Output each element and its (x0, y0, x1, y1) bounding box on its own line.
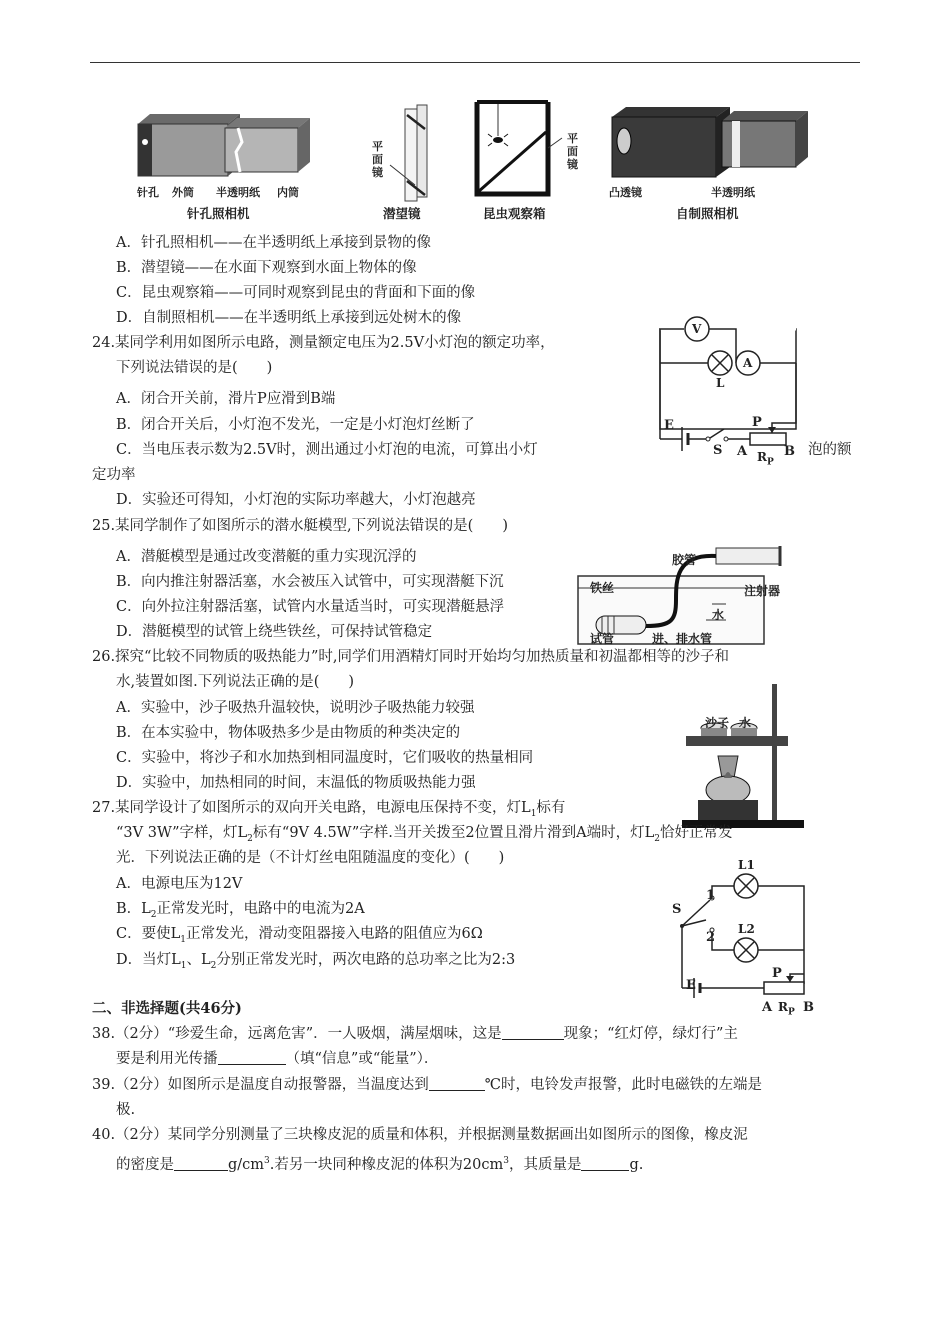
q25-pipe-label: 进、排水管 (652, 632, 713, 646)
q24-option-d: D．实验还可得知，小灯泡的实际功率越大，小灯泡越亮 (116, 492, 476, 508)
pinhole-label-outer: 外筒 (172, 186, 194, 199)
q23-option-a: A．针孔照相机——在半透明纸上承接到景物的像 (116, 235, 431, 251)
q23-option-b: B．潜望镜——在水面下观察到水面上物体的像 (116, 260, 417, 276)
q27-rheostat-label: $R_P$ (778, 1000, 795, 1018)
q25-water-label: 水 (712, 608, 725, 622)
q25-option-c: C．向外拉注射器活塞，试管内水量适当时，可实现潜艇悬浮 (116, 599, 505, 615)
q25-option-d: D．潜艇模型的试管上绕些铁丝，可保持试管稳定 (116, 624, 433, 640)
q25-hose-label: 胶管 (672, 553, 697, 567)
q26-water-label: 水 (739, 716, 752, 730)
q40-line2: 的密度是 $g/cm^3$.若另一块同种橡皮泥的体积为$20cm^3$，其质量是 g. (116, 1156, 644, 1173)
q26-option-a: A．实验中，沙子吸热升温较快，说明沙子吸热能力较强 (116, 700, 475, 716)
q24-end-a-label: A (737, 444, 748, 459)
q27-stem-line2: “3V 3W”字样，灯$L_2$标有“9V 4.5W”字样.当开关拨至2位置且滑片滑到A端时，灯$L_2$恰好正常发 (116, 825, 733, 844)
periscope-figure (385, 105, 445, 205)
pinhole-camera-figure (130, 108, 330, 188)
q26-option-c: C．实验中，将沙子和水加热到相同温度时，它们吸收的热量相同 (116, 750, 534, 766)
q23-option-c: C．昆虫观察箱——可同时观察到昆虫的背面和下面的像 (116, 285, 476, 301)
q24-slider-label: P (752, 415, 762, 430)
q38-line2: 要是利用光传播 （填“信息”或“能量”）． (116, 1051, 439, 1067)
q38-line1: 38.（2分）“珍爱生命，远离危害”．一人吸烟，满屋烟味，这是 现象；“红灯停，绿灯行”主 (92, 1026, 738, 1042)
q24-end-b-label: B (784, 444, 795, 459)
q24-ammeter-symbol: A (743, 356, 753, 370)
q24-option-b: B．闭合开关后，小灯泡不发光，一定是小灯泡灯丝断了 (116, 417, 475, 433)
homemade-caption: 自制照相机 (676, 206, 739, 221)
q24-option-c-line2: 定功率 (92, 467, 136, 483)
q27-option-d: D．当灯$L_1$、$L_2$分别正常发光时，两次电路的总功率之比为2:3 (116, 952, 516, 971)
periscope-mirror-label: 平面镜 (372, 140, 383, 179)
q24-stem-line1: 24.某同学利用如图所示电路，测量额定电压为2.5V小灯泡的额定功率， (92, 335, 555, 351)
section-2-heading: 二、非选择题(共46分) (92, 1000, 242, 1017)
homemade-label-paper: 半透明纸 (711, 186, 755, 199)
q27-lamp-l1-label: L1 (738, 858, 755, 872)
insect-box-figure (472, 100, 582, 196)
q27-end-b-label: B (803, 1000, 814, 1015)
q24-battery-label: E (664, 418, 674, 433)
q38-blank-1[interactable] (502, 1025, 564, 1040)
q27-switch-label: S (672, 902, 682, 917)
q26-stem-line1: 26.探究“比较不同物质的吸热能力”时,同学们用酒精灯同时开始均匀加热质量和初温都相等的沙子和 (92, 649, 729, 665)
homemade-camera-figure (610, 105, 810, 180)
q25-testtube-label: 试管 (590, 632, 615, 646)
q27-slider-label: P (772, 966, 782, 981)
q25-syringe-label: 注射器 (744, 584, 781, 598)
pinhole-label-inner: 内筒 (277, 186, 299, 199)
q27-position-1: 1 (706, 888, 716, 903)
q26-stem-line2: 水,装置如图.下列说法正确的是( ) (116, 674, 355, 690)
q39-line1: 39.（2分）如图所示是温度自动报警器，当温度达到 ℃时，电铃发声报警，此时电磁铁的左端是 (92, 1077, 763, 1093)
q25-option-b: B．向内推注射器活塞，水会被压入试管中，可实现潜艇下沉 (116, 574, 504, 590)
q26-option-b: B．在本实验中，物体吸热多少是由物质的种类决定的 (116, 725, 461, 741)
pinhole-label-pinhole: 针孔 (137, 186, 159, 199)
q38-blank-2[interactable] (218, 1050, 286, 1065)
q24-rheostat-label: $R_P$ (757, 450, 774, 468)
q40-blank-1[interactable] (174, 1156, 228, 1171)
insect-box-caption: 昆虫观察箱 (483, 206, 546, 221)
q27-end-a-label: A (762, 1000, 773, 1015)
q24-option-c-tail: 泡的额 (808, 442, 852, 458)
q27-battery-label: E (686, 978, 696, 993)
q27-option-b: B．$L_2$正常发光时，电路中的电流为2A (116, 901, 365, 920)
q27-position-2: 2 (706, 930, 716, 945)
q23-option-d: D．自制照相机——在半透明纸上承接到远处树木的像 (116, 310, 462, 326)
q27-option-c: C．要使$L_1$正常发光，滑动变阻器接入电路的阻值应为6Ω (116, 926, 483, 945)
q27-stem-line1: 27.某同学设计了如图所示的双向开关电路，电源电压保持不变，灯$L_1$标有 (92, 800, 566, 819)
q27-option-a: A．电源电压为12V (116, 876, 243, 892)
q24-voltmeter-symbol: V (692, 322, 702, 336)
insect-box-mirror-label: 平面镜 (567, 132, 578, 171)
q27-lamp-l2-label: L2 (738, 922, 755, 936)
q25-wire-label: 铁丝 (590, 581, 615, 595)
q27-stem-line3: 光．下列说法正确的是（不计灯丝电阻随温度的变化）( ) (116, 850, 505, 866)
q26-sand-label: 沙子 (705, 716, 730, 730)
q24-option-a: A．闭合开关前，滑片P应滑到B端 (116, 391, 336, 407)
q39-line2: 极. (116, 1102, 136, 1118)
q26-heating-apparatus (678, 682, 808, 830)
q24-lamp-label: L (716, 376, 725, 390)
q24-option-c-line1: C．当电压表示数为2.5V时，测出通过小灯泡的电流，可算出小灯 (116, 442, 538, 458)
q39-blank-1[interactable] (429, 1076, 485, 1091)
q25-stem: 25.某同学制作了如图所示的潜水艇模型,下列说法错误的是( ) (92, 518, 508, 534)
pinhole-caption: 针孔照相机 (187, 206, 250, 221)
periscope-caption: 潜望镜 (383, 206, 421, 221)
q24-switch-label: S (713, 443, 723, 458)
homemade-label-lens: 凸透镜 (609, 186, 642, 199)
q26-option-d: D．实验中，加热相同的时间，末温低的物质吸热能力强 (116, 775, 476, 791)
q24-stem-line2: 下列说法错误的是( ) (116, 360, 273, 376)
q40-blank-2[interactable] (581, 1156, 629, 1171)
header-rule (90, 62, 860, 63)
pinhole-label-paper: 半透明纸 (216, 186, 260, 199)
q40-line1: 40.（2分）某同学分别测量了三块橡皮泥的质量和体积，并根据测量数据画出如图所示的图像，橡皮泥 (92, 1127, 748, 1143)
q25-option-a: A．潜艇模型是通过改变潜艇的重力实现沉浮的 (116, 549, 417, 565)
